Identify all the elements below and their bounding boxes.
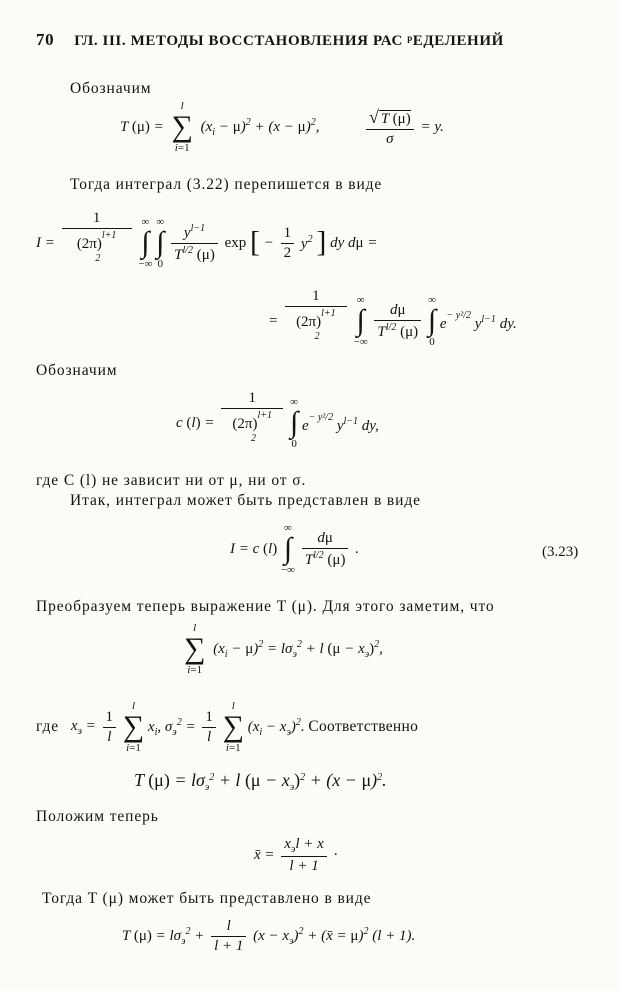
paragraph-c-independent: где C (l) не зависит ни от μ, ни от σ. (36, 472, 307, 489)
paragraph-denote-1: Обозначим (70, 80, 152, 97)
paragraph-integral-represented: Итак, интеграл может быть представлен в виде (70, 492, 421, 509)
paragraph-transform-T: Преобразуем теперь выражение T (μ). Для этого заметим, что (36, 598, 495, 615)
paragraph-integral-rewrite: Тогда интеграл (3.22) перепишется в виде (70, 176, 383, 193)
paragraph-T-can-be: Тогда T (μ) может быть представлено в виде (42, 890, 372, 907)
equation-T-mu-final: T $(\mu) = l\sigma_э^2$ + $\frac{l}{l + 1}$ $(x - x_э)^2$ + (x̄ = μ)$^2$ (l + 1). (122, 918, 416, 954)
equation-sum-decomposition: l ∑ i=1 $(x_i - \mu)^2 = l\sigma_э^2 + l$ $(\mu - x_э)^2$, (184, 622, 383, 676)
running-header (36, 30, 504, 50)
label-accordingly: Соответственно (308, 718, 419, 735)
equation-x-bar: x̄ = $\frac{x_эl + x}{l + 1}$ · (254, 836, 338, 874)
equation-c-of-l: c (l) = 1 $(2\pi)^{l+1 2}$ ∞ ∫ 0 $e^{- y^2/2}$ $y^{l-1}$ dy, (176, 390, 379, 450)
equation-3-23: I = c (l) ∞ ∫ −∞ $\frac{d\mu}{T^{l/2} (\mu)}$ . (230, 522, 359, 576)
paragraph-let-now: Положим теперь (36, 808, 159, 825)
equation-number-3-23: (3.23) (542, 544, 579, 560)
equation-I-separated: = 1 $(2\pi)^{l+1 2}$ ∞ ∫ −∞ $\frac{d\mu}{T^{l/2} (\mu)}$ ∞ ∫ 0 $e^{- y^2/2}$ $y^{l-1}$ dy. (268, 288, 517, 348)
label-where: где (36, 718, 60, 735)
paragraph-denote-2: Обозначим (36, 362, 118, 379)
equation-I-double-integral: I = 1 $(2\pi)^{l+1 2}$ ∞ ∫ −∞ ∞ ∫ 0 $\frac{y^{l-1}}{T^{l/2} (\mu)}$ exp [ − $\frac{1}{2}$ $y^2$ ] dy dμ = (36, 210, 378, 270)
page-number: 70 (36, 30, 55, 49)
chapter-title: ГЛ. III. МЕТОДЫ ВОССТАНОВЛЕНИЯ РАС ᵖЕДЕЛЕНИЙ (74, 33, 504, 49)
equation-sample-stats-line: где $x_э$ = $\frac{1}{l}$ l ∑ i=1 $x_i$, $\sigma_э^2$ = $\frac{1}{l}$ l ∑ i=1 $(x_i - x_э)^2$. Соответственно (36, 700, 419, 754)
equation-T-mu-definition: T (μ) = l ∑ i=1 $(x_i - \mu)^2 + (x - \mu)^2$, $\frac{√ T (\mu)}{\sigma}$ = y. (120, 100, 444, 154)
equation-T-mu-expanded: T $(\mu) = l\sigma_э^2 + l$ $(\mu - x_э)^2 + (x - \mu)^2$. (134, 770, 387, 793)
